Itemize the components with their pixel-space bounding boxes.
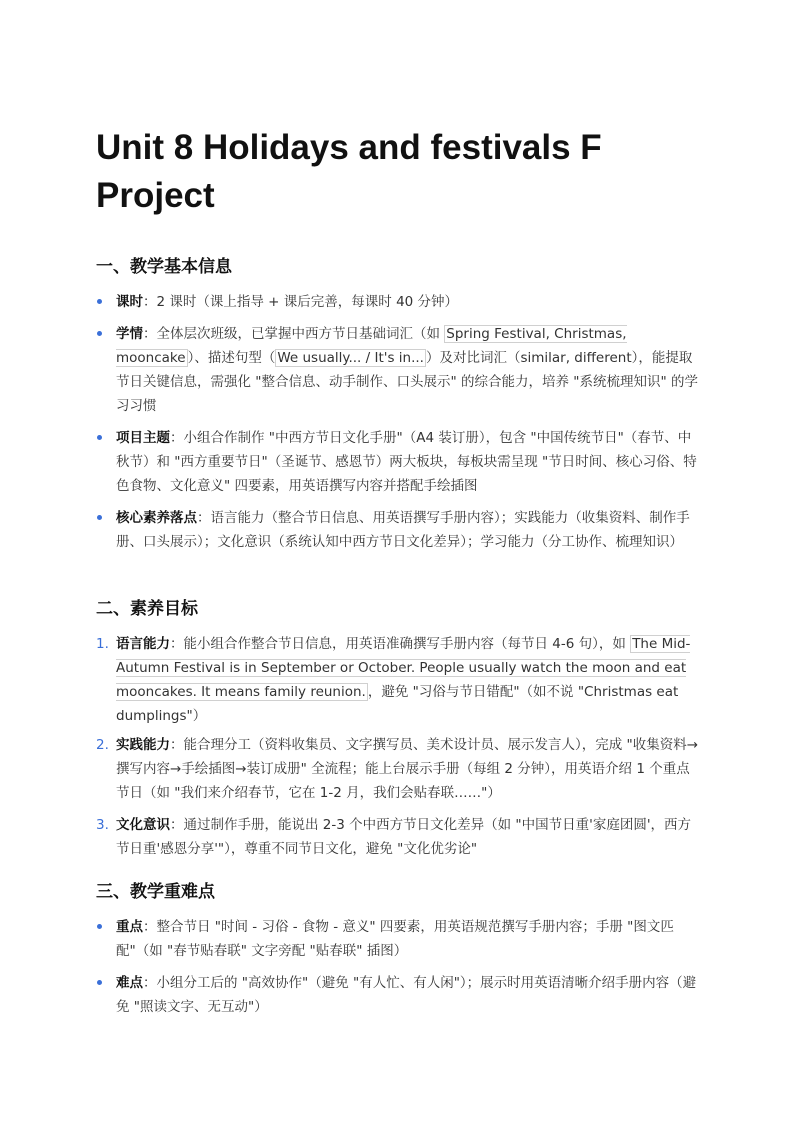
list-item-practice-ability bbox=[96, 733, 700, 805]
list-item-language-ability bbox=[96, 632, 700, 728]
vocabulary-highlight: Spring Festival, Christmas, mooncake bbox=[116, 326, 627, 366]
list-item-project-theme bbox=[116, 426, 700, 498]
item-label: 语言能力 bbox=[116, 636, 170, 652]
item-text: ）及对比词汇（similar, different），能提取节日关键信息，需强化 "整合信息、动手制作、口头展示" 的综合能力，培养 "系统梳理知识" 的学习习惯 bbox=[116, 350, 699, 414]
list-item-class-hours bbox=[116, 290, 700, 314]
item-number: 2. bbox=[96, 737, 109, 753]
item-label: 项目主题 bbox=[116, 430, 170, 446]
page-title: Unit 8 Holidays and festivals F Project bbox=[96, 128, 602, 215]
list-item-difficulty bbox=[116, 971, 700, 1019]
item-label: 文化意识 bbox=[116, 817, 170, 833]
item-text: ）、描述句型（ bbox=[187, 350, 276, 366]
item-text: ：小组合作制作 "中西方节日文化手册"（A4 装订册），包含 "中国传统节日"（春节、中秋节）和 "西方重要节日"（圣诞节、感恩节）两大板块，每板块需呈现 "节日时间、核心习俗、特色食物、文化意义" 四要素，用英语撰写内容并搭配手绘插图 bbox=[116, 430, 697, 494]
section-heading-goals: 二、素养目标 bbox=[96, 599, 198, 619]
item-text: ：全体层次班级，已掌握中西方节日基础词汇（如 bbox=[143, 326, 445, 342]
list-item-learner-analysis bbox=[116, 322, 700, 418]
bullet-icon bbox=[97, 331, 102, 336]
bullet-icon bbox=[97, 299, 102, 304]
item-text: ：整合节日 "时间 - 习俗 - 食物 - 意义" 四要素，用英语规范撰写手册内容；手册 "图文匹配"（如 "春节贴春联" 文字旁配 "贴春联" 插图） bbox=[116, 919, 674, 959]
item-label: 学情 bbox=[116, 326, 143, 342]
item-label: 难点 bbox=[116, 975, 143, 991]
item-text: ，避免 "习俗与节日错配"（如不说 "Christmas eat dumplings"） bbox=[116, 684, 679, 724]
item-text: ：能小组合作整合节日信息，用英语准确撰写手册内容（每节日 4-6 句），如 bbox=[170, 636, 631, 652]
list-item-key-point bbox=[116, 915, 700, 963]
list-item-core-literacy bbox=[116, 506, 700, 554]
bullet-icon bbox=[97, 435, 102, 440]
list-item-cultural-awareness bbox=[96, 813, 700, 861]
section-heading-key-points: 三、教学重难点 bbox=[96, 882, 215, 902]
item-text: ：语言能力（整合节日信息、用英语撰写手册内容）；实践能力（收集资料、制作手册、口头展示）；文化意识（系统认知中西方节日文化差异）；学习能力（分工协作、梳理知识） bbox=[116, 510, 690, 550]
section-heading-basic-info: 一、教学基本信息 bbox=[96, 257, 232, 277]
item-label: 课时 bbox=[116, 294, 143, 310]
item-number: 3. bbox=[96, 817, 109, 833]
item-text: ：能合理分工（资料收集员、文字撰写员、美术设计员、展示发言人），完成 "收集资料→撰写内容→手绘插图→装订成册" 全流程；能上台展示手册（每组 2 分钟），用英语介绍 1 个重点节日（如 "我们来介绍春节，它在 1-2 月，我们会贴春联……"） bbox=[116, 737, 699, 801]
bullet-icon bbox=[97, 515, 102, 520]
item-label: 重点 bbox=[116, 919, 143, 935]
example-sentence-highlight: The Mid-Autumn Festival is in September or October. People usually watch the moon and eat mooncakes. It means family reunion. bbox=[116, 636, 691, 700]
item-label: 实践能力 bbox=[116, 737, 170, 753]
item-text: ：2 课时（课上指导 + 课后完善，每课时 40 分钟） bbox=[143, 294, 459, 310]
item-number: 1. bbox=[96, 636, 109, 652]
item-text: ：通过制作手册，能说出 2-3 个中西方节日文化差异（如 "中国节日重'家庭团圆'，西方节日重'感恩分享'"），尊重不同节日文化，避免 "文化优劣论" bbox=[116, 817, 692, 857]
bullet-icon bbox=[97, 924, 102, 929]
item-label: 核心素养落点 bbox=[116, 510, 197, 526]
sentence-pattern-highlight: We usually... / It's in... bbox=[277, 350, 424, 366]
item-text: ：小组分工后的 "高效协作"（避免 "有人忙、有人闲"）；展示时用英语清晰介绍手册内容（避免 "照读文字、无互动"） bbox=[116, 975, 697, 1015]
bullet-icon bbox=[97, 980, 102, 985]
